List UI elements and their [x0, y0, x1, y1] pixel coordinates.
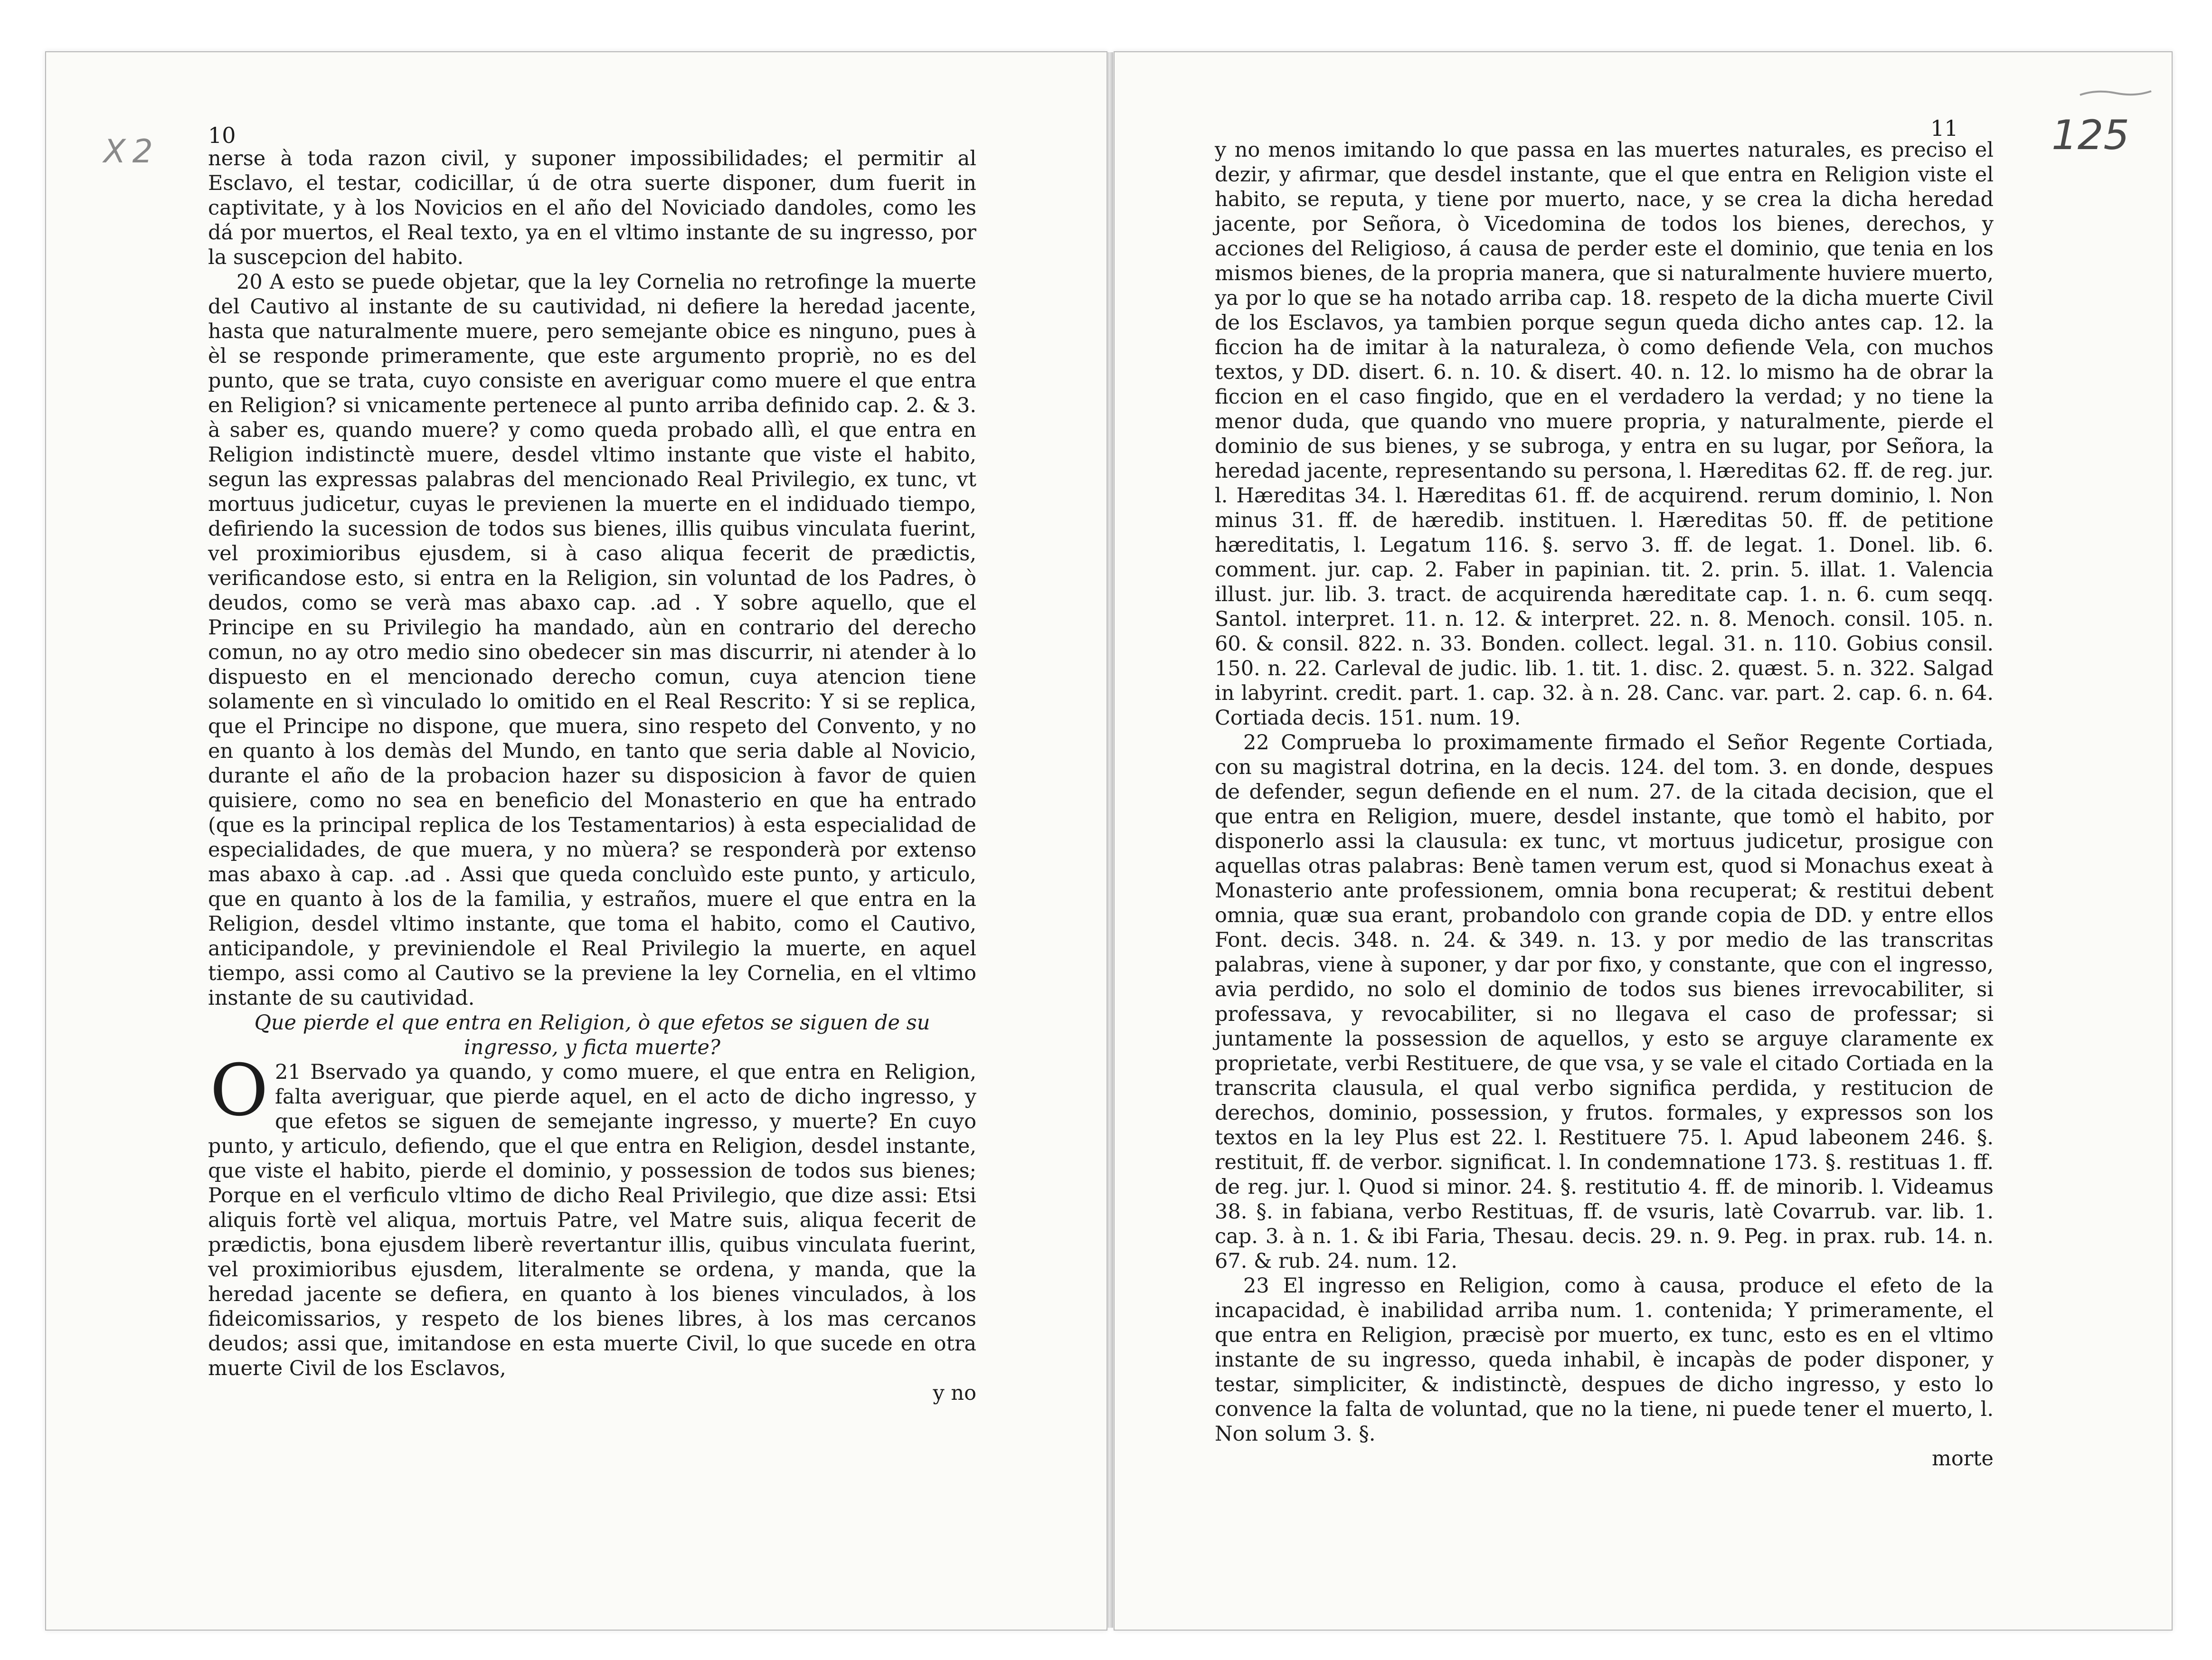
right-paragraph-3: 23 El ingresso en Religion, como à causa, produce el efeto de la incapacidad, è inabilidad arriba num. 1. contenida; Y primeramente, el que entra en Religion, præcisè por muerto, ex tunc, esto es en el vltimo instante de su ingresso, queda inhabil, è incapàs de poder disponer, y testar, simpliciter, & indistinctè, despues de dicho ingresso, y esto lo convence la falta de voluntad, que no la tiene, ni puede tener el muerto, l. Non solum 3. §.: [1215, 1274, 1994, 1446]
right-archive-mark: 125: [2051, 112, 2130, 159]
left-paragraph-1: nerse à toda razon civil, y suponer impossibilidades; el permitir al Esclavo, el testar, codicillar, ú de otra suerte disponer, dum fuerit in captivitate, y à los Novicios en el año del Noviciado dandoles, como les dá por muertos, el Real texto, ya en el vltimo instante de su ingresso, por la suscepcion del habito.: [208, 147, 976, 269]
left-catchword: y no: [933, 1381, 976, 1405]
right-page-number: 11: [1930, 115, 1958, 141]
drop-capital: O: [210, 1049, 268, 1132]
section-21: [208, 1049, 977, 1381]
section-number: 21: [274, 1060, 301, 1084]
left-page-number: 10: [208, 123, 236, 148]
book-gutter: [1106, 52, 1113, 1628]
right-paragraph-2: 22 Comprueba lo proximamente firmado el Señor Regente Cortiada, con su magistral dotrina, en la decis. 124. del tom. 3. en donde, despues de defender, segun defiende en el num. 27. de la citada decision, que el que entra en Religion, muere, desdel instante, que tomò el habito, por disponerlo assi la clausula: ex tunc, vt mortuus judicetur, prosigue con aquellas otras palabras: Benè tamen verum est, quod si Monachus exeat à Monasterio ante professionem, omnia bona recuperat; & restitui debent omnia, quæ sua erant, probandolo con grande copia de DD. y entre ellos Font. decis. 348. n. 24. & 349. n. 13. y por medio de las transcritas palabras, viene à suponer, y dar por fixo, y constante, que con el ingresso, avia perdido, no solo el dominio de todos sus bienes irrevocabiliter, si professava, y revocabiliter, si no llegava el caso de professar; si juntamente la possession de aquellos, y esto se arguye claramente ex proprietate, verbi Restituere, de que vsa, y se vale el citado Cortiada en la transcrita clausula, el qual verbo significa perdida, y restitucion de derechos, dominio, possession, y frutos. formales, y expressos son los textos en la ley Plus est 22. l. Restituere 75. l. Apud labeonem 246. §. restituit, ff. de verbor. significat. l. In condemnatione 173. §. restituas 1. ff. de reg. jur. l. Quod si minor. 24. §. restitutio 4. ff. de minorib. l. Videamus 38. §. in fabiana, verbo Restituas, ff. de vsuris, latè Covarrub. var. lib. 1. cap. 3. à n. 1. & ibi Faria, Thesau. decis. 29. n. 9. Peg. in prax. rub. 14. n. 67. & rub. 24. num. 12.: [1215, 731, 1994, 1273]
pencil-stroke-mark: [2078, 86, 2154, 101]
right-text-column: [1215, 138, 1994, 1471]
right-catchword: morte: [1932, 1447, 1994, 1471]
right-paragraph-1: y no menos imitando lo que passa en las muertes naturales, es preciso el dezir, y afirmar, que desdel instante, que el que entra en Religion viste el habito, se reputa, y tiene por muerto, nace, y se crea la dicha heredad jacente, por Señora, ò Vicedomina de todos los bienes, derechos, y acciones del Religioso, á causa de perder este el dominio, que tenia en los mismos bienes, de la propria manera, que si naturalmente huviere muerto, ya por lo que se ha notado arriba cap. 18. respeto de la dicha muerte Civil de los Esclavos, ya tambien porque segun queda dicho antes cap. 12. la ficcion ha de imitar à la naturaleza, ò como defiende Vela, con muchos textos, y DD. disert. 6. n. 10. & disert. 40. n. 12. lo mismo ha de obrar la ficcion en el caso fingido, que en el verdadero la verdad; y no tiene la menor duda, que quando vno muere propria, y naturalmente, pierde el dominio de sus bienes, y se subroga, y entra en su lugar, por Señora, la heredad jacente, representando su persona, l. Hæreditas 62. ff. de reg. jur. l. Hæreditas 34. l. Hæreditas 61. ff. de acquirend. rerum dominio, l. Non minus 31. ff. de hæredib. instituen. l. Hæreditas 50. ff. de petitione hæreditatis, l. Legatum 116. §. servo 3. ff. de legat. 1. Donel. lib. 6. comment. jur. cap. 2. Faber in papinian. tit. 2. prin. 5. illat. 1. Valencia illust. jur. lib. 3. tract. de acquirenda hæreditate cap. 1. n. 6. cum seqq. Santol. interpret. 11. n. 12. & interpret. 22. n. 8. Menoch. consil. 105. n. 60. & consil. 822. n. 33. Bonden. collect. legal. 31. n. 110. Gobius consil. 150. n. 22. Carleval de judic. lib. 1. tit. 1. disc. 2. quæst. 5. n. 322. Salgad in labyrint. credit. part. 1. cap. 32. à n. 28. Canc. var. part. 2. cap. 6. n. 64. Cortiada decis. 151. num. 19.: [1215, 138, 1994, 730]
section-heading: Que pierde el que entra en Religion, ò que efetos se siguen de su ingresso, y ficta muerte?: [254, 1011, 930, 1059]
left-archive-mark: X2: [104, 133, 160, 170]
section-21-text: Bservado ya quando, y como muere, el que entra en Religion, falta averiguar, que pierde aquel, en el acto de dicho ingresso, y que efetos se siguen de semejante ingresso, y muerte? En cuyo punto, y articulo, defiendo, que el que entra en Religion, desdel instante, que viste el habito, pierde el dominio, y possession de todos sus bienes; Porque en el verficulo vltimo de dicho Real Privilegio, que dize assi: Etsi aliquis fortè vel aliqua, mortuis Patre, vel Matre suis, aliqua fecerit de prædictis, bona ejusdem liberè revertantur illis, quibus vinculata fuerint, vel proximioribus ejusdem, literalmente se ordena, y manda, que la heredad jacente se defiera, en quanto à los bienes vinculados, à los fideicomissarios, y respeto de los bienes libres, à los mas cercanos deudos; assi que, imitandose en esta muerte Civil, lo que sucede en otra muerte Civil de los Esclavos,: [208, 1060, 977, 1380]
left-paragraph-2: 20 A esto se puede objetar, que la ley Cornelia no retrofinge la muerte del Cautivo al instante de su cautividad, ni defiere la heredad jacente, hasta que naturalmente muere, pero semejante obice es ninguno, pues à èl se responde primeramente, que este argumento propriè, no es del punto, que se trata, cuyo consiste en averiguar como muere el que entra en Religion? si vnicamente pertenece al punto arriba definido cap. 2. & 3. à saber es, quando muere? y como queda probado allì, el que entra en Religion indistinctè muere, desdel vltimo instante que viste el habito, segun las expressas palabras del mencionado Real Privilegio, ex tunc, vt mortuus judicetur, cuyas le previenen la muerte en el indiduado tiempo, defiriendo la sucession de todos sus bienes, illis quibus vinculata fuerint, vel proximioribus ejusdem, si à caso aliqua fecerit de prædictis, verificandose esto, si entra en la Religion, sin voluntad de los Padres, ò deudos, como se verà mas abaxo cap. .ad . Y sobre aquello, que el Principe en su Privilegio ha mandado, aùn en contrario del derecho comun, no ay otro medio sino obedecer sin mas discurrir, ni atender à lo dispuesto en el mencionado derecho comun, cuya atencion tiene solamente en sì vinculado lo omitido en el Real Rescrito: Y si se replica, que el Principe no dispone, que muera, sino respeto del Convento, y no en quanto à los demàs del Mundo, en tanto que seria dable al Novicio, durante el año de la probacion hazer su disposicion à favor de quien quisiere, como no sea en beneficio del Monasterio en que ha entrado (que es la principal replica de los Testamentarios) à esta especialidad de especialidades, de que muera, y no mùera? se responderà por extenso mas abaxo à cap. .ad . Assi que queda concluìdo este punto, y articulo, que en quanto à los de la familia, y estraños, muere el que entra en la Religion, desdel vltimo instante, que toma el habito, como el Cautivo, anticipandole, y previniendole el Real Privilegio la muerte, en aquel tiempo, assi como al Cautivo se la previene la ley Cornelia, en el vltimo instante de su cautividad.: [208, 270, 976, 1010]
left-text-column: [208, 146, 976, 1405]
